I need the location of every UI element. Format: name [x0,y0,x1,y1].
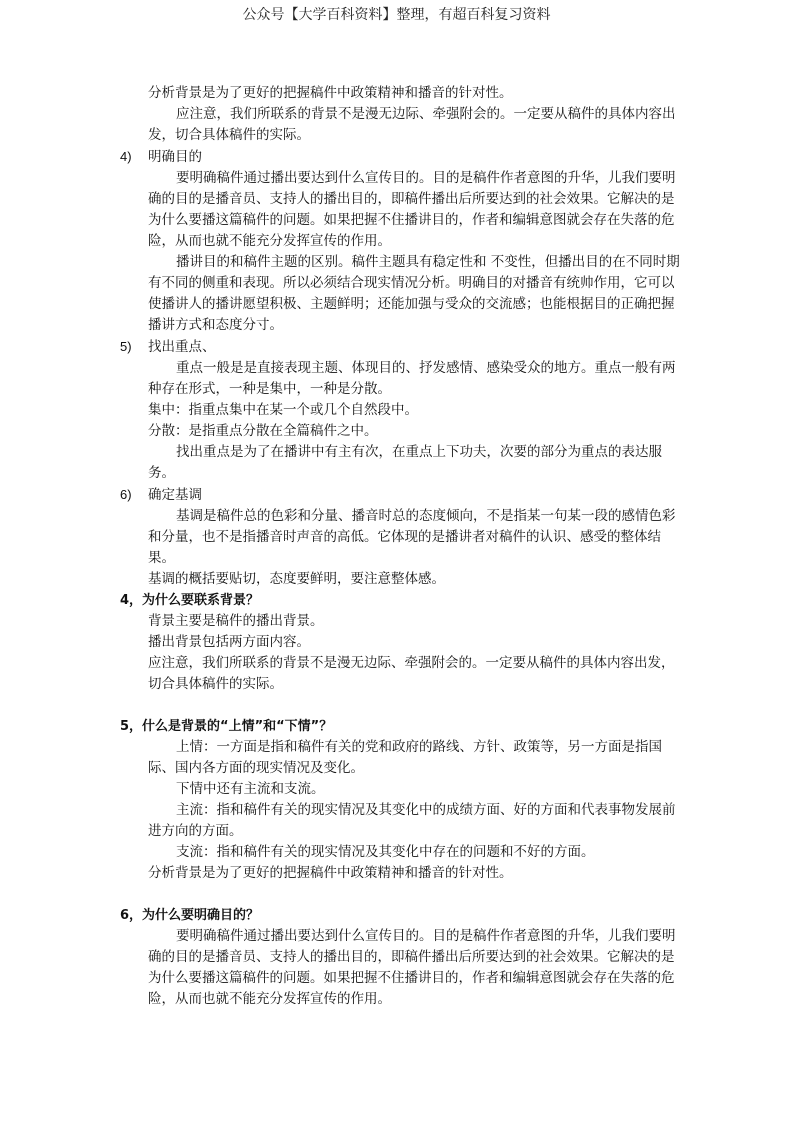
paragraph: 播讲目的和稿件主题的区别。稿件主题具有稳定性和 不变性，但播出目的在不同时期有不同的侧重和表现。所以必须结合现实情况分析。明确目的对播音有统帅作用，它可以使播讲人的播讲愿望积极、主题鲜明；还能加强与受众的交流感；也能根据目的正确把握播讲方式和态度分寸。 [148,254,680,333]
paragraph: 找出重点是为了在播讲中有主有次，在重点上下功夫，次要的部分为重点的表达服务。 [148,444,662,481]
paragraph: 集中：指重点集中在某一个或几个自然段中。 [148,402,418,418]
question-heading: 4，为什么要联系背景？ [120,593,260,608]
paragraph: 重点一般是是直接表现主题、体现目的、抒发感情、感染受众的地方。重点一般有两种存在形式，一种是集中，一种是分散。 [148,360,676,397]
paragraph: 基调是稿件总的色彩和分量、播音时总的态度倾向，不是指某一句某一段的感情色彩和分量，也不是指播音时声音的高低。它体现的是播讲者对稿件的认识、感受的整体结果。 [148,508,676,566]
paragraph: 要明确稿件通过播出要达到什么宣传目的。目的是稿件作者意图的升华，儿我们要明确的目的是播音员、支持人的播出目的，即稿件播出后所要达到的社会效果。它解决的是为什么要播这篇稿件的问题。如果把握不住播讲目的，作者和编辑意图就会存在失落的危险，从而也就不能充分发挥宣传的作用。 [148,928,676,1007]
paragraph: 主流：指和稿件有关的现实情况及其变化中的成绩方面、好的方面和代表事物发展前进方向的方面。 [148,802,676,839]
paragraph: 分散：是指重点分散在全篇稿件之中。 [148,423,378,439]
paragraph: 基调的概括要贴切，态度要鲜明，要注意整体感。 [148,571,445,587]
list-number: 4) [120,149,132,164]
list-number: 5) [120,339,132,354]
paragraph: 应注意，我们所联系的背景不是漫无边际、牵强附会的。一定要从稿件的具体内容出发，切合具体稿件的实际。 [148,655,675,692]
page-header: 公众号【大学百科资料】整理，有超百科复习资料 [242,7,551,23]
paragraph: 上情：一方面是指和稿件有关的党和政府的路线、方针、政策等，另一方面是指国际、国内各方面的现实情况及变化。 [148,739,662,776]
list-title: 明确目的 [148,149,202,165]
question-heading: 6，为什么要明确目的？ [120,908,260,923]
paragraph: 要明确稿件通过播出要达到什么宣传目的。目的是稿件作者意图的升华，儿我们要明确的目的是播音员、支持人的播出目的，即稿件播出后所要达到的社会效果。它解决的是为什么要播这篇稿件的问题。如果把握不住播讲目的，作者和编辑意图就会存在失落的危险，从而也就不能充分发挥宣传的作用。 [148,170,676,249]
paragraph: 分析背景是为了更好的把握稿件中政策精神和播音的针对性。 [148,85,513,101]
list-item-heading [120,146,680,168]
list-number: 6) [120,487,132,502]
list-item-heading [120,484,680,506]
paragraph: 支流：指和稿件有关的现实情况及其变化中存在的问题和不好的方面。 [176,844,595,860]
paragraph: 播出背景包括两方面内容。 [148,634,310,650]
list-item-heading [120,336,680,358]
paragraph: 背景主要是稿件的播出背景。 [148,613,324,629]
paragraph: 应注意，我们所联系的背景不是漫无边际、牵强附会的。一定要从稿件的具体内容出发，切合具体稿件的实际。 [148,106,676,143]
paragraph: 下情中还有主流和支流。 [176,781,325,797]
document-body [120,83,680,1010]
question-heading: 5，什么是背景的“上情”和“下情”？ [120,719,333,734]
list-title: 找出重点、 [148,339,216,355]
list-title: 确定基调 [148,487,202,503]
paragraph: 分析背景是为了更好的把握稿件中政策精神和播音的针对性。 [148,865,513,881]
